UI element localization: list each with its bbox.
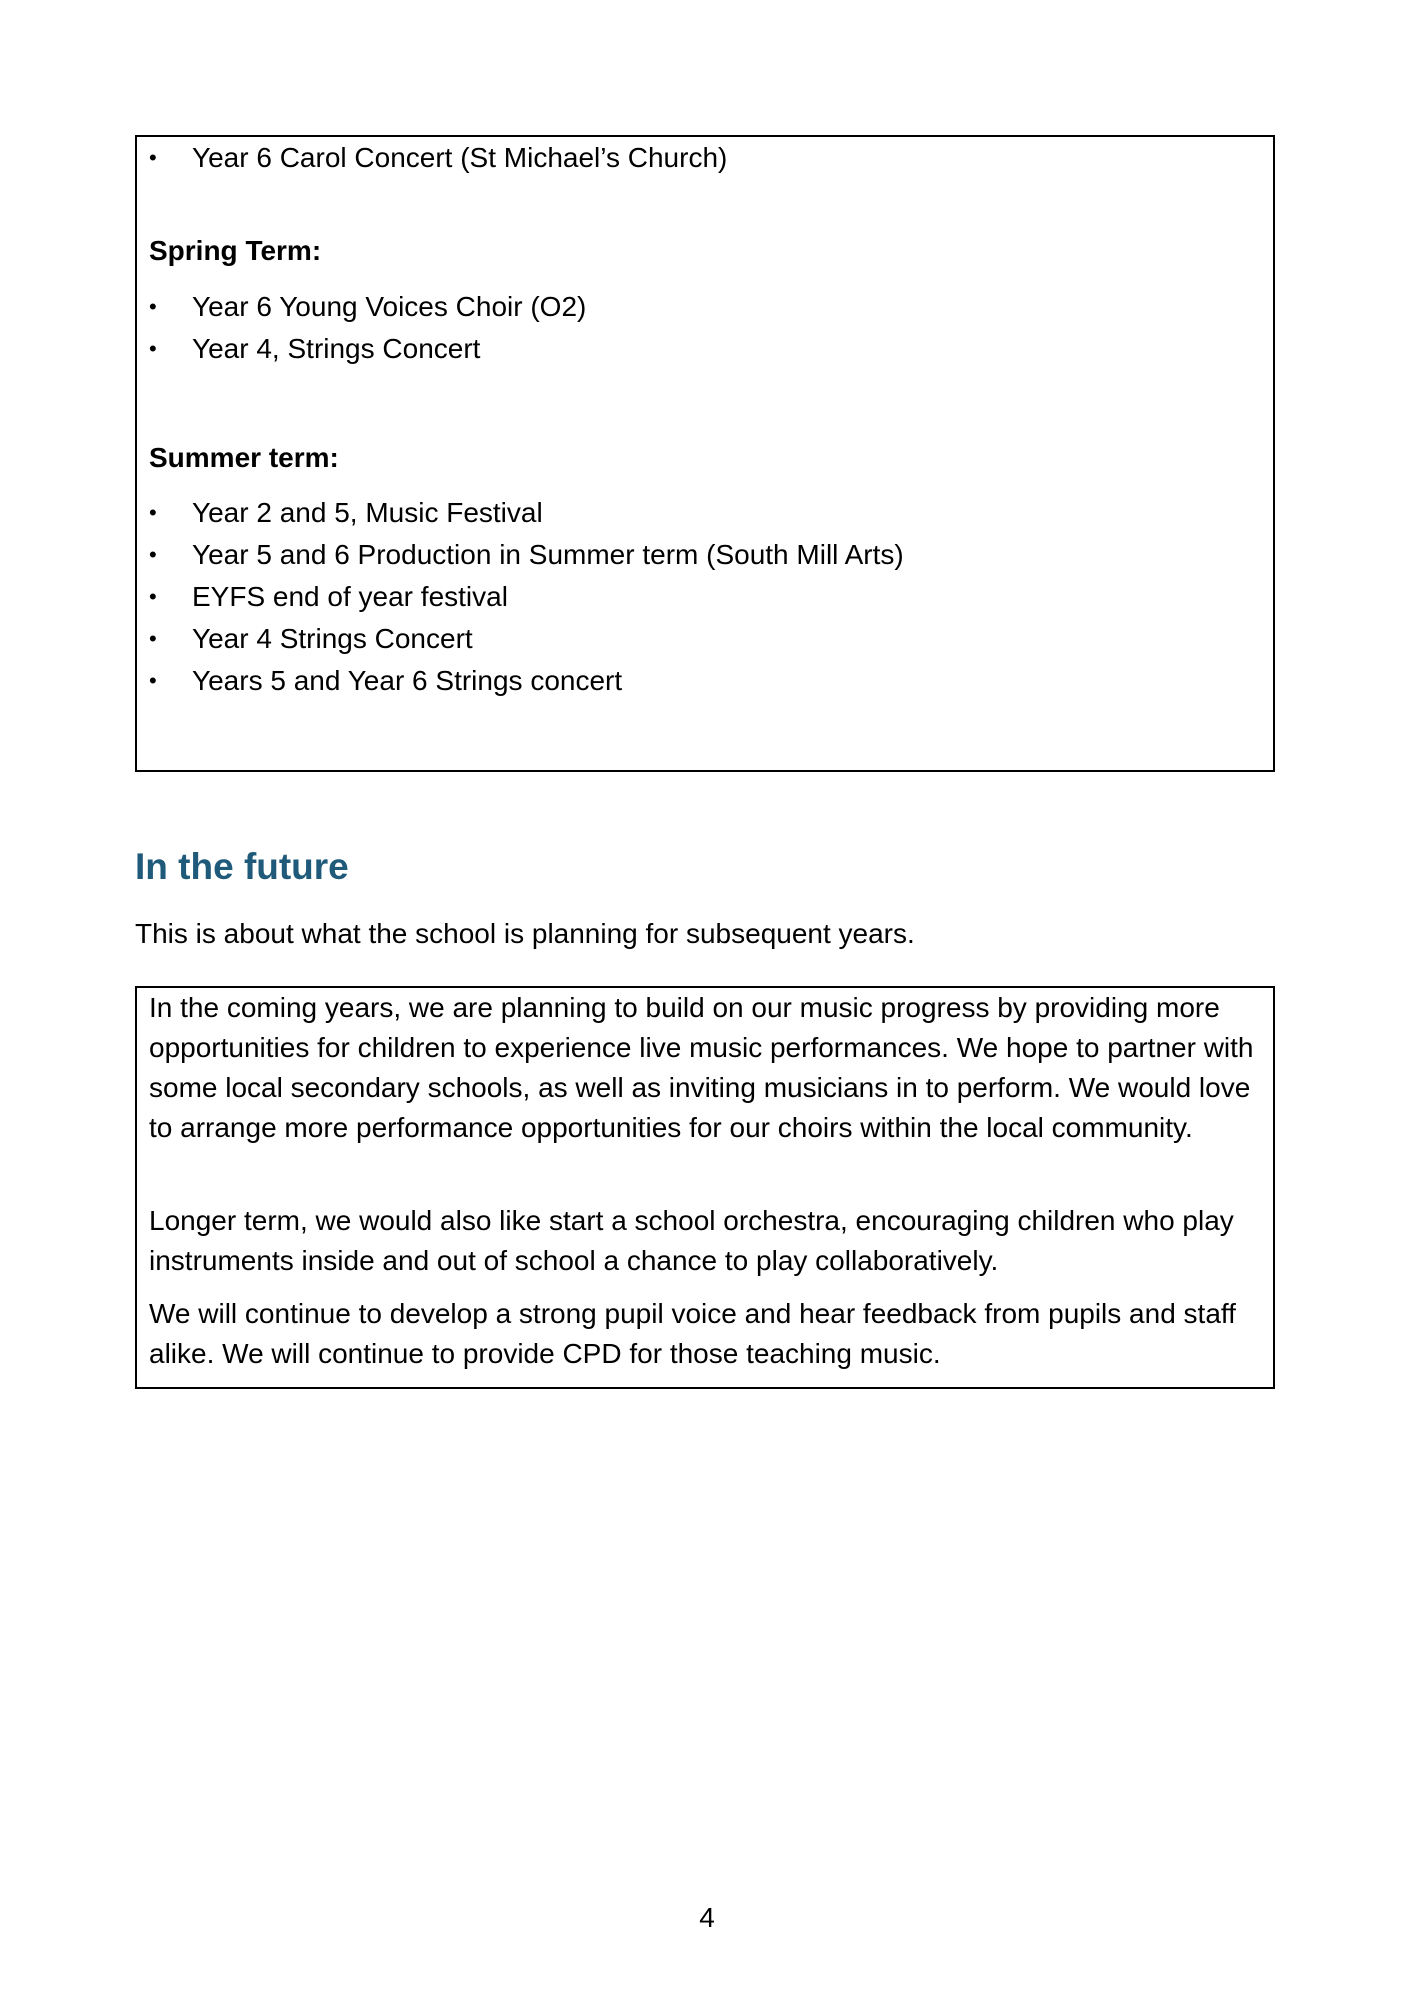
spring-term-heading: Spring Term: [149,235,322,266]
future-paragraph: We will continue to develop a strong pupil voice and hear feedback from pupils and staff alike. We will continue to provide CPD for those teaching music. [149,1298,1236,1369]
list-item-text: Year 2 and 5, Music Festival [192,497,543,528]
bullet-icon: • [149,294,157,319]
bullet-icon: • [149,145,157,170]
list-item-text: EYFS end of year festival [192,581,508,612]
list-item-text: Year 6 Carol Concert (St Michael’s Church) [192,142,728,173]
summer-term-heading: Summer term: [149,442,339,473]
bullet-icon: • [149,626,157,651]
section-heading: In the future [135,846,349,887]
list-item-text: Year 6 Young Voices Choir (O2) [192,291,587,322]
events-box [135,135,1275,772]
bullet-icon: • [149,500,157,525]
bullet-icon: • [149,668,157,693]
future-plans-box [135,986,1275,1389]
list-item-text: Years 5 and Year 6 Strings concert [192,665,623,696]
list-item-text: Year 4 Strings Concert [192,623,473,654]
page-number: 4 [699,1902,715,1933]
bullet-icon: • [149,584,157,609]
future-paragraph: Longer term, we would also like start a school orchestra, encouraging children who play instruments inside and out of school a chance to play collaboratively. [149,1205,1234,1276]
future-paragraph: In the coming years, we are planning to build on our music progress by providing more opportunities for children to experience live music performances. We hope to partner with some local secondary schools, as well as inviting musicians in to perform. We would love to arrange more performance opportunities for our choirs within the local community. [149,992,1254,1143]
section-intro: This is about what the school is planning for subsequent years. [135,918,915,949]
list-item-text: Year 5 and 6 Production in Summer term (South Mill Arts) [192,539,904,570]
list-item-text: Year 4, Strings Concert [192,333,481,364]
bullet-icon: • [149,336,157,361]
bullet-icon: • [149,542,157,567]
